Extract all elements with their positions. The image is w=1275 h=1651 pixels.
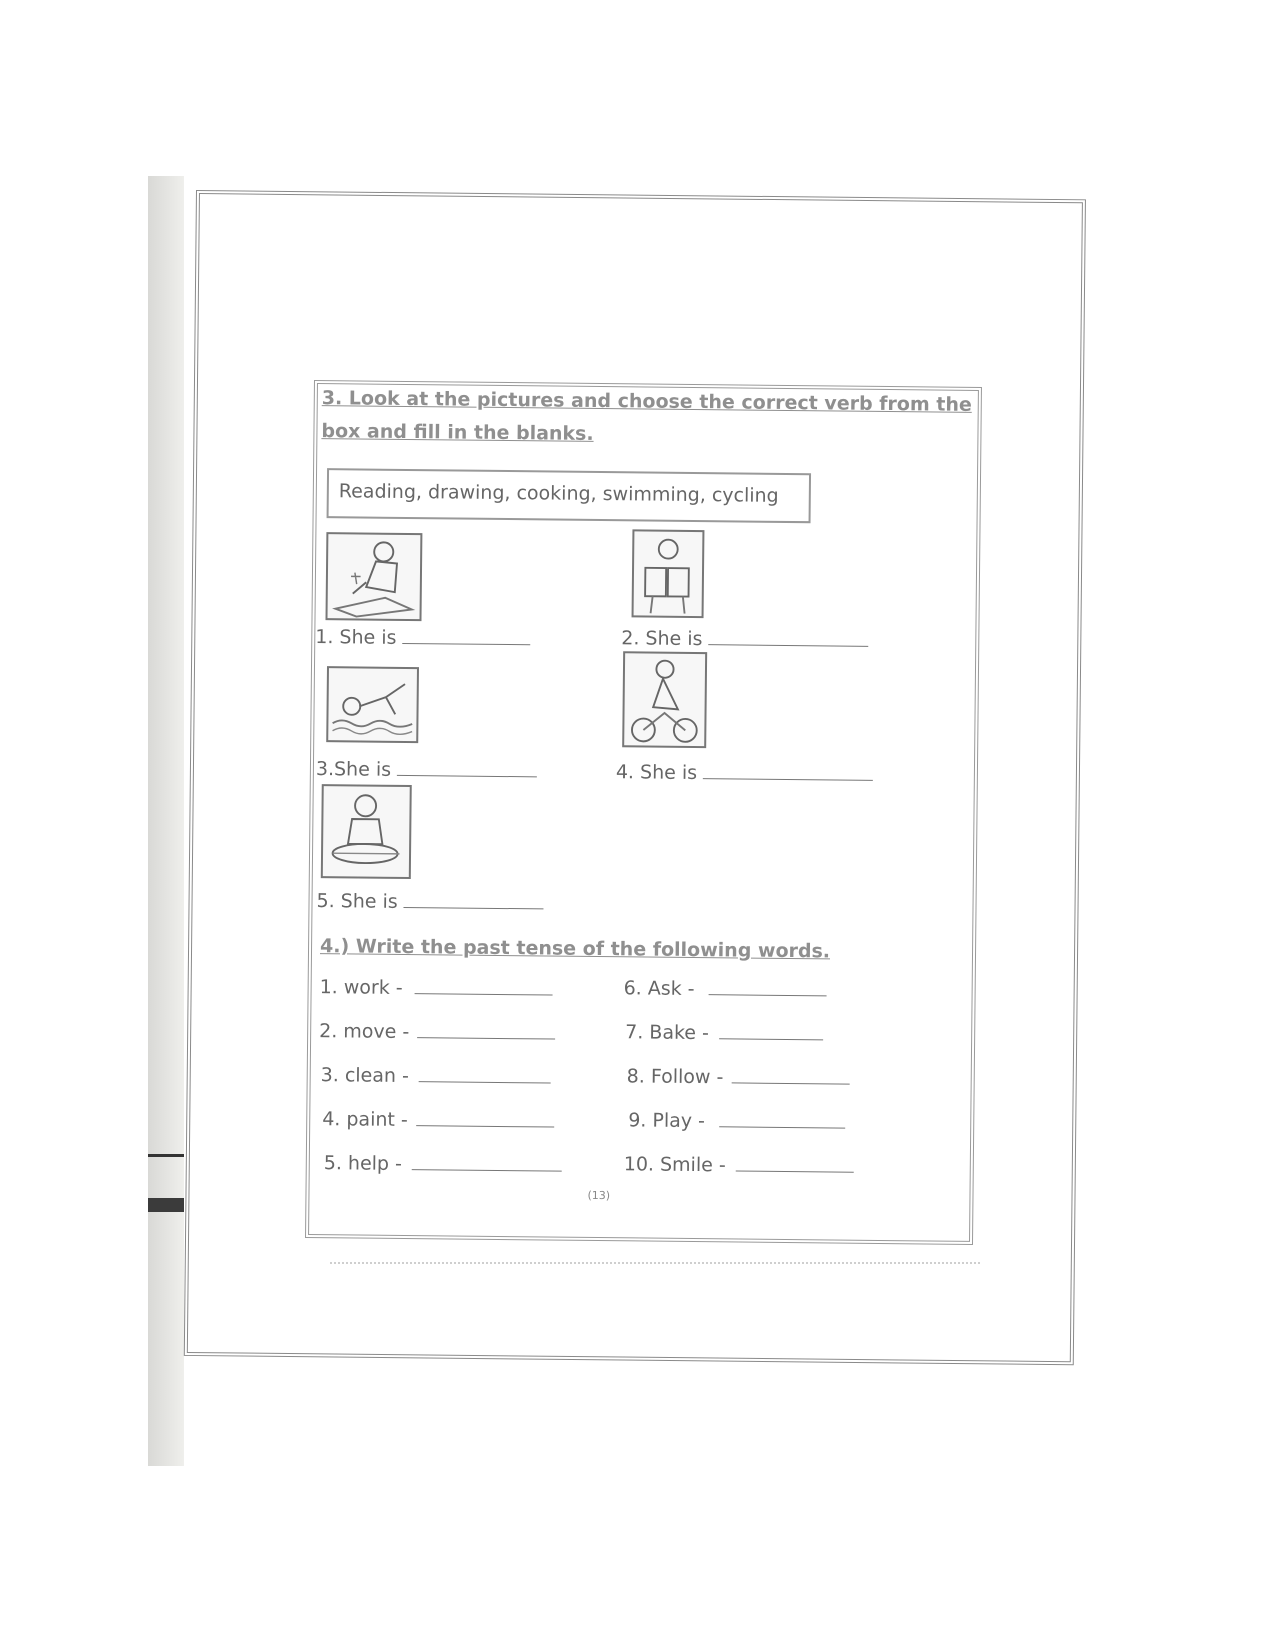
footer-rule — [330, 1262, 980, 1264]
past-tense-item-5 — [324, 1152, 562, 1176]
exercise4-heading: 4.) Write the past tense of the following words. — [319, 935, 831, 963]
past-tense-item-7 — [625, 1021, 823, 1045]
item-4-blank[interactable] — [703, 776, 873, 781]
exercise3-item-4 — [616, 761, 873, 786]
past-tense-item-4 — [322, 1108, 554, 1132]
girl-cycling-icon — [622, 651, 707, 748]
past-tense-blank-2[interactable] — [417, 1035, 555, 1039]
binding-mark — [148, 1198, 184, 1212]
item-3-blank[interactable] — [397, 773, 537, 777]
past-tense-blank-10[interactable] — [736, 1168, 854, 1172]
past-tense-blank-6[interactable] — [709, 992, 827, 996]
past-tense-blank-4[interactable] — [416, 1123, 554, 1127]
past-tense-blank-1[interactable] — [415, 991, 553, 995]
past-tense-item-9 — [628, 1109, 845, 1133]
past-tense-blank-9[interactable] — [719, 1124, 845, 1128]
past-tense-blank-7[interactable] — [719, 1036, 823, 1040]
past-tense-word-8: 8. Follow - — [626, 1065, 724, 1089]
past-tense-blank-3[interactable] — [419, 1079, 551, 1083]
item-5-label: 5. She is — [316, 890, 398, 913]
past-tense-item-8 — [627, 1065, 850, 1089]
exercise3-heading-line2: box and fill in the blanks. — [321, 420, 594, 445]
past-tense-blank-8[interactable] — [731, 1080, 849, 1084]
exercise3-item-3 — [316, 758, 537, 782]
item-1-label: 1. She is — [315, 626, 397, 649]
girl-cooking-icon — [321, 784, 412, 879]
past-tense-word-10: 10. Smile - — [623, 1153, 726, 1177]
binding-line — [148, 1154, 184, 1157]
past-tense-word-3: 3. clean - — [320, 1064, 410, 1088]
past-tense-word-1: 1. work - — [319, 976, 403, 999]
past-tense-blank-5[interactable] — [412, 1167, 562, 1172]
past-tense-word-6: 6. Ask - — [623, 977, 695, 1001]
item-2-blank[interactable] — [708, 642, 868, 647]
exercise3-item-1 — [315, 626, 530, 650]
past-tense-item-10 — [624, 1153, 854, 1177]
past-tense-word-7: 7. Bake - — [625, 1021, 710, 1045]
past-tense-word-2: 2. move - — [319, 1020, 410, 1044]
item-3-label: 3.She is — [315, 758, 392, 781]
exercise3-item-5 — [316, 890, 543, 914]
past-tense-word-5: 5. help - — [323, 1152, 403, 1175]
girl-swimming-icon — [326, 666, 419, 743]
past-tense-item-3 — [321, 1064, 551, 1088]
exercise3-heading-line1: 3. Look at the pictures and choose the correct verb from the — [321, 387, 972, 416]
past-tense-item-2 — [319, 1020, 555, 1044]
word-box: Reading, drawing, cooking, swimming, cycling — [327, 468, 811, 523]
past-tense-word-9: 9. Play - — [628, 1109, 706, 1133]
past-tense-word-4: 4. paint - — [322, 1108, 408, 1132]
binding-strip — [148, 176, 184, 1466]
past-tense-item-6 — [624, 977, 827, 1001]
girl-drawing-icon — [325, 532, 422, 621]
past-tense-item-1 — [320, 976, 553, 1000]
page-number: (13) — [587, 1188, 611, 1203]
item-4-label: 4. She is — [615, 761, 698, 785]
item-5-blank[interactable] — [404, 905, 544, 909]
exercise3-item-2 — [621, 627, 868, 652]
item-2-label: 2. She is — [621, 627, 703, 651]
item-1-blank[interactable] — [402, 641, 530, 645]
worksheet-content — [305, 380, 994, 1247]
girl-reading-icon — [632, 529, 705, 618]
